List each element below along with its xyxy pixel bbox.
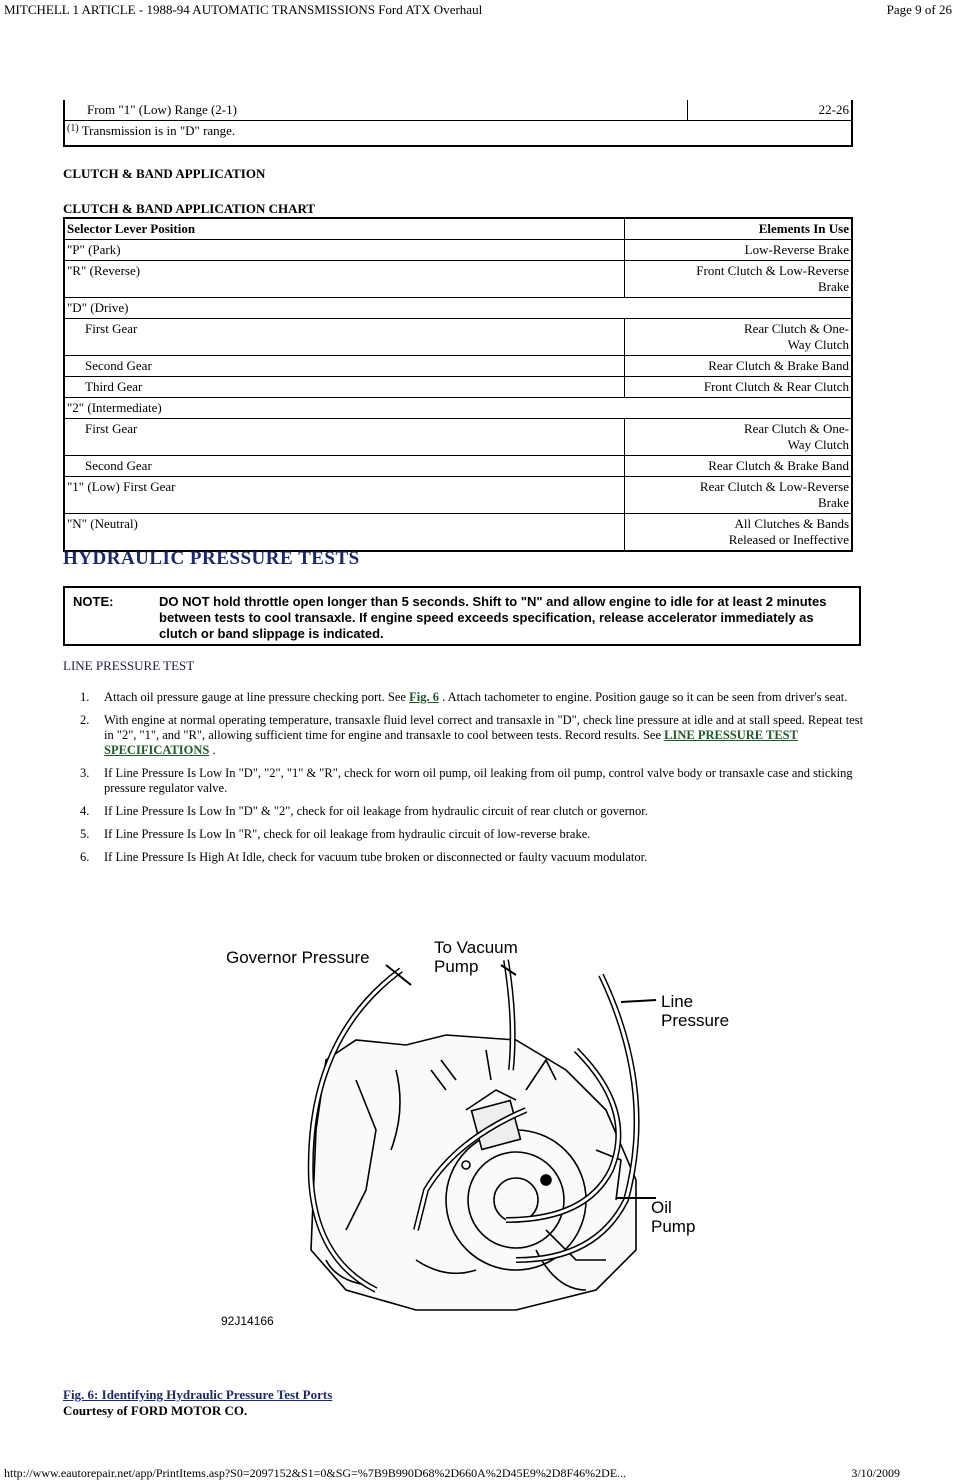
note-box xyxy=(63,586,861,646)
table-row xyxy=(64,419,852,456)
table-row xyxy=(64,240,852,261)
step-text: With engine at normal operating temperature, transaxle fluid level correct and transaxle in "D", check line pressure at idle and at stall speed. Repeat test in "2", "1", and "R", allowing sufficient time for engine and transaxle to cool between tests. Record results. See xyxy=(104,713,864,742)
print-date: 3/10/2009 xyxy=(851,1466,900,1480)
footnote-mark: (1) xyxy=(67,123,79,134)
step-text: Attach oil pressure gauge at line pressure checking port. See xyxy=(104,690,410,704)
footnote-text: Transmission is in "D" range. xyxy=(81,123,236,138)
step-number: 4. xyxy=(80,804,90,818)
step-text: If Line Pressure Is Low In "D", "2", "1" & "R", check for worn oil pump, oil leaking from oil pump, control valve body or transaxle case and sticking pressure regulator valve. xyxy=(104,766,853,795)
list-item xyxy=(72,850,872,865)
list-item xyxy=(72,804,872,819)
fig-6-link[interactable]: Fig. 6 xyxy=(409,690,439,704)
section-heading: HYDRAULIC PRESSURE TESTS xyxy=(63,548,360,569)
list-item xyxy=(72,766,872,796)
step-number: 2. xyxy=(80,713,90,727)
step-number: 1. xyxy=(80,690,90,704)
table-row xyxy=(64,261,852,298)
page-header xyxy=(0,0,960,20)
table-cell: Second Gear xyxy=(64,456,625,477)
table-cell: Front Clutch & Low-Reverse Brake xyxy=(625,261,853,298)
document-title: MITCHELL 1 ARTICLE - 1988-94 AUTOMATIC TRANSMISSIONS Ford ATX Overhaul xyxy=(4,2,483,17)
table-cell: Front Clutch & Rear Clutch xyxy=(625,377,853,398)
table-cell: "D" (Drive) xyxy=(64,298,852,319)
table-cell: "N" (Neutral) xyxy=(64,514,625,552)
chart-title: CLUTCH & BAND APPLICATION CHART xyxy=(63,201,316,216)
section-heading: CLUTCH & BAND APPLICATION xyxy=(63,166,266,181)
table-cell: "P" (Park) xyxy=(64,240,625,261)
figure-caption xyxy=(63,1387,332,1419)
table-cell: Low-Reverse Brake xyxy=(625,240,853,261)
table-cell: Rear Clutch & One-Way Clutch xyxy=(625,419,853,456)
clutch-band-table xyxy=(63,217,853,552)
table-cell: Rear Clutch & Brake Band xyxy=(625,456,853,477)
table-cell: Rear Clutch & Brake Band xyxy=(625,356,853,377)
vacuum-pump-label-2: Pump xyxy=(434,957,479,976)
step-number: 3. xyxy=(80,766,90,780)
step-text: If Line Pressure Is High At Idle, check for vacuum tube broken or disconnected or faulty vacuum modulator. xyxy=(104,850,648,864)
shift-speed-table-fragment xyxy=(63,100,853,147)
figure-code: 92J14166 xyxy=(221,1314,274,1328)
table-cell: First Gear xyxy=(64,319,625,356)
list-item xyxy=(72,827,872,842)
procedure-steps xyxy=(72,690,872,873)
list-item xyxy=(72,713,872,758)
column-header: Elements In Use xyxy=(625,218,853,240)
note-text: DO NOT hold throttle open longer than 5 seconds. Shift to "N" and allow engine to idle for at least 2 minutes between tests to cool transaxle. If engine speed exceeds specification, release accelerator immediately as clutch or band slippage is indicated. xyxy=(159,594,827,641)
vacuum-pump-label: To Vacuum xyxy=(434,938,518,957)
courtesy-line: Courtesy of FORD MOTOR CO. xyxy=(63,1403,248,1418)
hydraulic-test-ports-figure xyxy=(216,930,736,1340)
line-pressure-label: Line xyxy=(661,992,694,1011)
table-cell: 22-26 xyxy=(688,100,853,121)
transaxle-drawing xyxy=(311,960,656,1310)
table-row xyxy=(64,377,852,398)
page-number: Page 9 of 26 xyxy=(886,2,952,17)
footnote-row xyxy=(64,121,852,147)
step-number: 6. xyxy=(80,850,90,864)
line-pressure-specs-link[interactable]: LINE PRESSURE TEST SPECIFICATIONS xyxy=(104,728,798,757)
step-text: . Attach tachometer to engine. Position gauge so it can be seen from driver's seat. xyxy=(438,690,848,704)
table-cell: "1" (Low) First Gear xyxy=(64,477,625,514)
table-row xyxy=(64,477,852,514)
table-cell: "2" (Intermediate) xyxy=(64,398,852,419)
table-row xyxy=(64,514,852,552)
table-cell: Rear Clutch & Low-Reverse Brake xyxy=(625,477,853,514)
table-cell: First Gear xyxy=(64,419,625,456)
line-pressure-label-2: Pressure xyxy=(661,1011,730,1030)
table-cell: All Clutches & Bands Released or Ineffective xyxy=(625,514,853,552)
oil-pump-label: Oil xyxy=(651,1198,672,1217)
footnote xyxy=(64,121,852,147)
table-row xyxy=(64,456,852,477)
table-row xyxy=(64,398,852,419)
table-row xyxy=(64,100,852,121)
subsection-heading: LINE PRESSURE TEST xyxy=(63,658,195,673)
source-url: http://www.eautorepair.net/app/PrintItems.asp?S0=2097152&S1=0&SG=%7B9B990D68%2D660A%2D45E9%2D8F46%2DE... xyxy=(4,1466,627,1480)
table-cell: Second Gear xyxy=(64,356,625,377)
column-header: Selector Lever Position xyxy=(64,218,625,240)
figure-caption-link[interactable]: Fig. 6: Identifying Hydraulic Pressure Test Ports xyxy=(63,1387,333,1402)
table-cell: "R" (Reverse) xyxy=(64,261,625,298)
list-item xyxy=(72,690,872,705)
table-cell: From "1" (Low) Range (2-1) xyxy=(64,100,688,121)
table-cell: Rear Clutch & One-Way Clutch xyxy=(625,319,853,356)
step-text: If Line Pressure Is Low In "R", check for oil leakage from hydraulic circuit of low-reverse brake. xyxy=(104,827,591,841)
step-number: 5. xyxy=(80,827,90,841)
note-label: NOTE: xyxy=(73,594,114,609)
table-row xyxy=(64,319,852,356)
table-row xyxy=(64,298,852,319)
governor-pressure-label: Governor Pressure xyxy=(226,948,370,967)
oil-pump-label-2: Pump xyxy=(651,1217,696,1236)
table-header-row xyxy=(64,218,852,240)
table-row xyxy=(64,356,852,377)
step-text: . xyxy=(209,743,216,757)
step-text: If Line Pressure Is Low In "D" & "2", check for oil leakage from hydraulic circuit of rear clutch or governor. xyxy=(104,804,648,818)
table-cell: Third Gear xyxy=(64,377,625,398)
